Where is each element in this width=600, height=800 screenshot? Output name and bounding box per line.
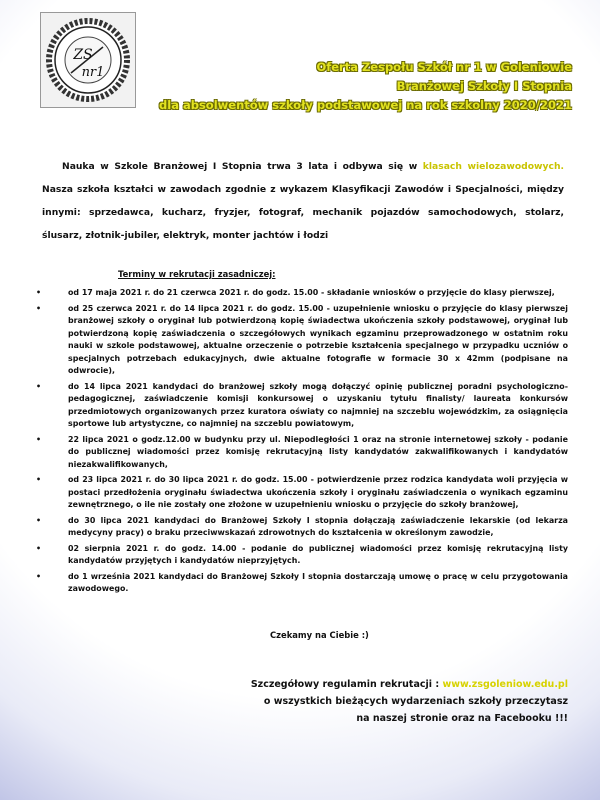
list-item xyxy=(30,543,568,568)
term-text: od 23 lipca 2021 r. do 30 lipca 2021 r. do godz. 15.00 - potwierdzenie przez rodzica kandydata woli przyjęcia w postaci przedłożenia oryginału świadectwa ukończenia szkoły i oryginału zaświadczenia o wynikach egzaminu zewnętrznego, o ile nie zostały one złożone w uzupełnieniu wniosku o przyjęcie do szkoły branżowej, xyxy=(68,475,568,509)
bullet-icon: • xyxy=(36,543,42,553)
bullet-icon: • xyxy=(36,475,42,484)
term-text: do 1 września 2021 kandydaci do Branżowej Szkoły I stopnia dostarczają umowę o pracę w celu przygotowania zawodowego. xyxy=(68,571,568,593)
logo-text-bottom: nr1 xyxy=(81,65,105,80)
footer-regulations-label: Szczegółowy regulamin rekrutacji : xyxy=(250,679,443,690)
bullet-icon: • xyxy=(36,303,42,313)
logo-text-top: ZS xyxy=(73,47,93,63)
intro-highlight: klasach wielozawodowych. xyxy=(422,161,564,172)
list-item xyxy=(30,515,568,540)
footer-line-1 xyxy=(148,676,568,693)
offer-header xyxy=(142,58,572,115)
bullet-icon: • xyxy=(36,434,42,444)
intro-paragraph xyxy=(42,155,564,247)
list-item xyxy=(30,287,568,300)
intro-text-after: Nasza szkoła kształci w zawodach zgodnie z wykazem Klasyfikacji Zawodów i Specjalności, między innymi: sprzedawca, kucharz, fryzjer, fotograf, mechanik pojazdów samochodowych, stolarz, ślusarz, złotnik-jubiler, elektryk, monter jachtów i łodzi xyxy=(42,184,564,241)
term-text: do 14 lipca 2021 kandydaci do branżowej szkoły mogą dołączyć opinię publicznej poradni psychologiczno-pedagogicznej, zaświadczenie komisji konkursowej o uzyskaniu tytułu finalisty/ laureata konkursów przedmiotowych organizowanych przez kuratora oświaty co najmniej na szczeblu wojewódzkim, za osiągnięcia sportowe lub artystyczne, co najmniej na szczeblu powiatowym, xyxy=(68,381,568,428)
term-text: 22 lipca 2021 o godz.12.00 w budynku przy ul. Niepodległości 1 oraz na stronie internetowej szkoły - podanie do publicznej wiadomości przez komisję rekrutacyjną listy kandydatów zakwalifikowanych i kandydatów niezakwalifikowanych, xyxy=(68,434,568,469)
footer-line-3: na naszej stronie oraz na Facebooku !!! xyxy=(356,713,568,724)
bullet-icon: • xyxy=(36,381,42,391)
header-line-3: dla absolwentów szkoły podstawowej na rok szkolny 2020/2021 xyxy=(159,98,572,112)
closing-text: Czekamy na Ciebie :) xyxy=(270,630,369,640)
list-item xyxy=(30,303,568,378)
term-text: do 30 lipca 2021 kandydaci do Branżowej Szkoły I stopnia dołączają zaświadczenie lekarskie (od lekarza medycyny pracy) o braku przeciwwskazań zdrowotnych do kształcenia w określonym zawodzie, xyxy=(68,515,568,537)
list-item xyxy=(30,434,568,472)
terms-list xyxy=(30,287,568,599)
term-text: od 17 maja 2021 r. do 21 czerwca 2021 r. do godz. 15.00 - składanie wniosków o przyjęcie do klasy pierwszej, xyxy=(68,288,555,297)
term-text: od 25 czerwca 2021 r. do 14 lipca 2021 r. do godz. 15.00 - uzupełnienie wniosku o przyjęcie do klasy pierwszej branżowej szkoły o oryginał lub potwierdzoną kopię świadectwa ukończenia szkoły podstawowej, oryginał lub potwierdzoną kopię zaświadczenia o szczegółowych wynikach egzaminu przeprowadzonego w ostatnim roku nauki w szkole podstawowej, aktualne orzeczenie o potrzebie kształcenia specjalnego w przypadku uczniów o specjalnych potrzebach edukacyjnych, dwie aktualne fotografie w formacie 30 x 42mm (podpisane na odwrocie), xyxy=(68,303,568,375)
bullet-icon: • xyxy=(36,571,42,581)
intro-text-before: Nauka w Szkole Branżowej I Stopnia trwa 3 lata i odbywa się w xyxy=(62,161,423,172)
footer-line-2: o wszystkich bieżących wydarzeniach szkoły przeczytasz xyxy=(263,696,568,707)
list-item xyxy=(30,381,568,431)
school-emblem-icon xyxy=(41,13,135,107)
header-line-2: Branżowej Szkoły I Stopnia xyxy=(396,79,572,93)
bullet-icon: • xyxy=(36,288,42,297)
school-website-link[interactable]: www.zsgoleniow.edu.pl xyxy=(442,679,568,690)
list-item xyxy=(30,474,568,512)
bullet-icon: • xyxy=(36,515,42,525)
list-item xyxy=(30,571,568,596)
header-line-1: Oferta Zespołu Szkół nr 1 w Goleniowie xyxy=(316,60,572,74)
footer-info xyxy=(148,676,568,727)
term-text: 02 sierpnia 2021 r. do godz. 14.00 - podanie do publicznej wiadomości przez komisję rekrutacyjną listy kandydatów przyjętych i kandydatów nieprzyjętych. xyxy=(68,543,568,565)
terms-heading: Terminy w rekrutacji zasadniczej: xyxy=(118,269,276,279)
school-logo xyxy=(40,12,136,108)
